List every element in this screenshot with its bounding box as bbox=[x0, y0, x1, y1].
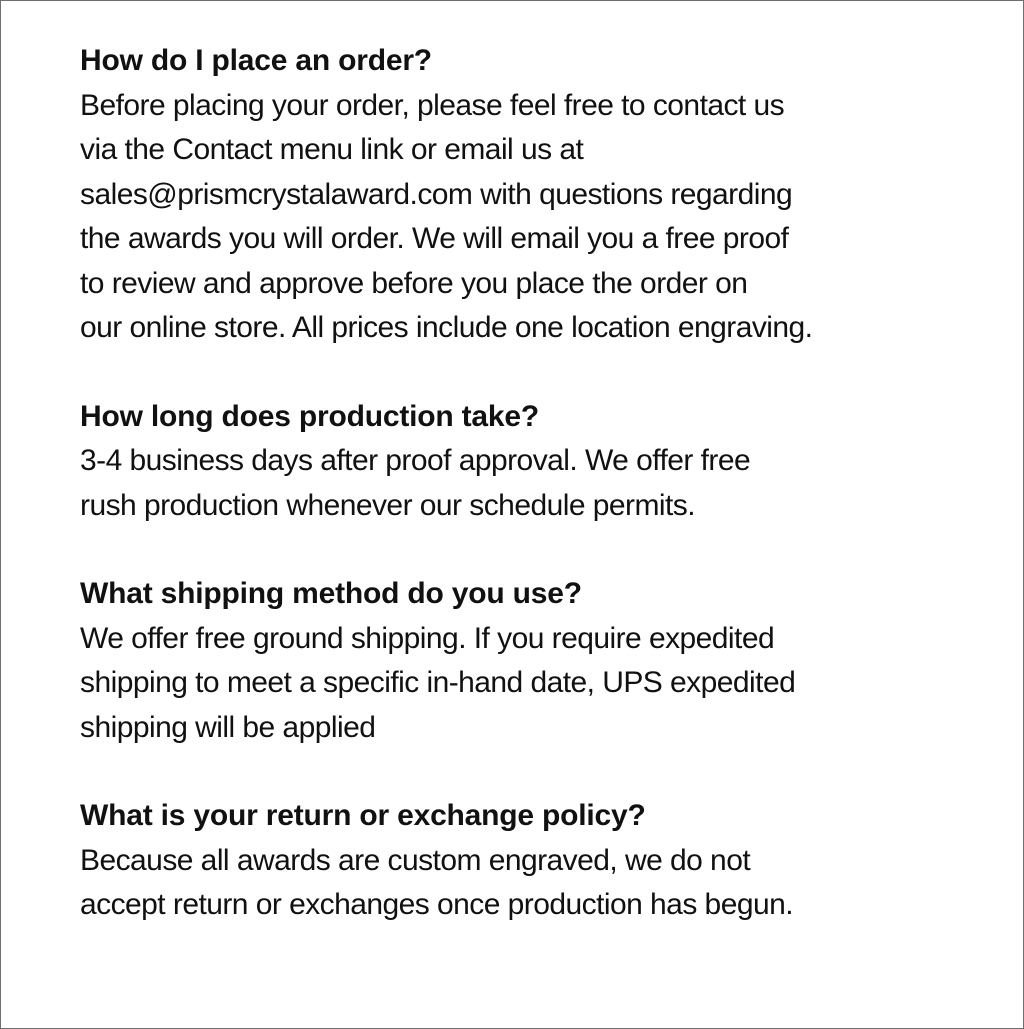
faq-answer-line: rush production whenever our schedule permits. bbox=[80, 488, 696, 522]
faq-answer-line: Before placing your order, please feel free to contact us bbox=[80, 88, 785, 122]
faq-answer-line: sales@prismcrystalaward.com with questions regarding bbox=[80, 177, 793, 211]
faq-answer-line: shipping to meet a specific in-hand date, UPS expedited bbox=[80, 666, 796, 699]
faq-answer-line: to review and approve before you place the order on bbox=[80, 266, 748, 300]
faq-list bbox=[80, 39, 1010, 972]
faq-answer-line: via the Contact menu link or email us at bbox=[80, 133, 584, 166]
faq-answer-line: the awards you will order. We will email you a free proof bbox=[80, 222, 789, 255]
faq-question: How do I place an order? bbox=[80, 44, 432, 77]
faq-item-return-policy bbox=[80, 794, 1010, 928]
faq-answer-line: We offer free ground shipping. If you require expedited bbox=[80, 621, 775, 655]
faq-answer-line: shipping will be applied bbox=[80, 710, 376, 744]
faq-question: How long does production take? bbox=[80, 399, 540, 433]
faq-item-production-time bbox=[80, 395, 1010, 529]
faq-item-shipping-method bbox=[80, 572, 1010, 750]
faq-item-place-order bbox=[80, 39, 1010, 351]
faq-answer-line: 3-4 business days after proof approval. We offer free bbox=[80, 444, 751, 477]
faq-question: What shipping method do you use? bbox=[80, 577, 582, 610]
faq-answer-line: Because all awards are custom engraved, we do not bbox=[80, 843, 751, 877]
faq-answer-line: our online store. All prices include one location engraving. bbox=[80, 311, 813, 344]
faq-question: What is your return or exchange policy? bbox=[80, 799, 646, 832]
faq-answer-line: accept return or exchanges once production has begun. bbox=[80, 888, 794, 921]
